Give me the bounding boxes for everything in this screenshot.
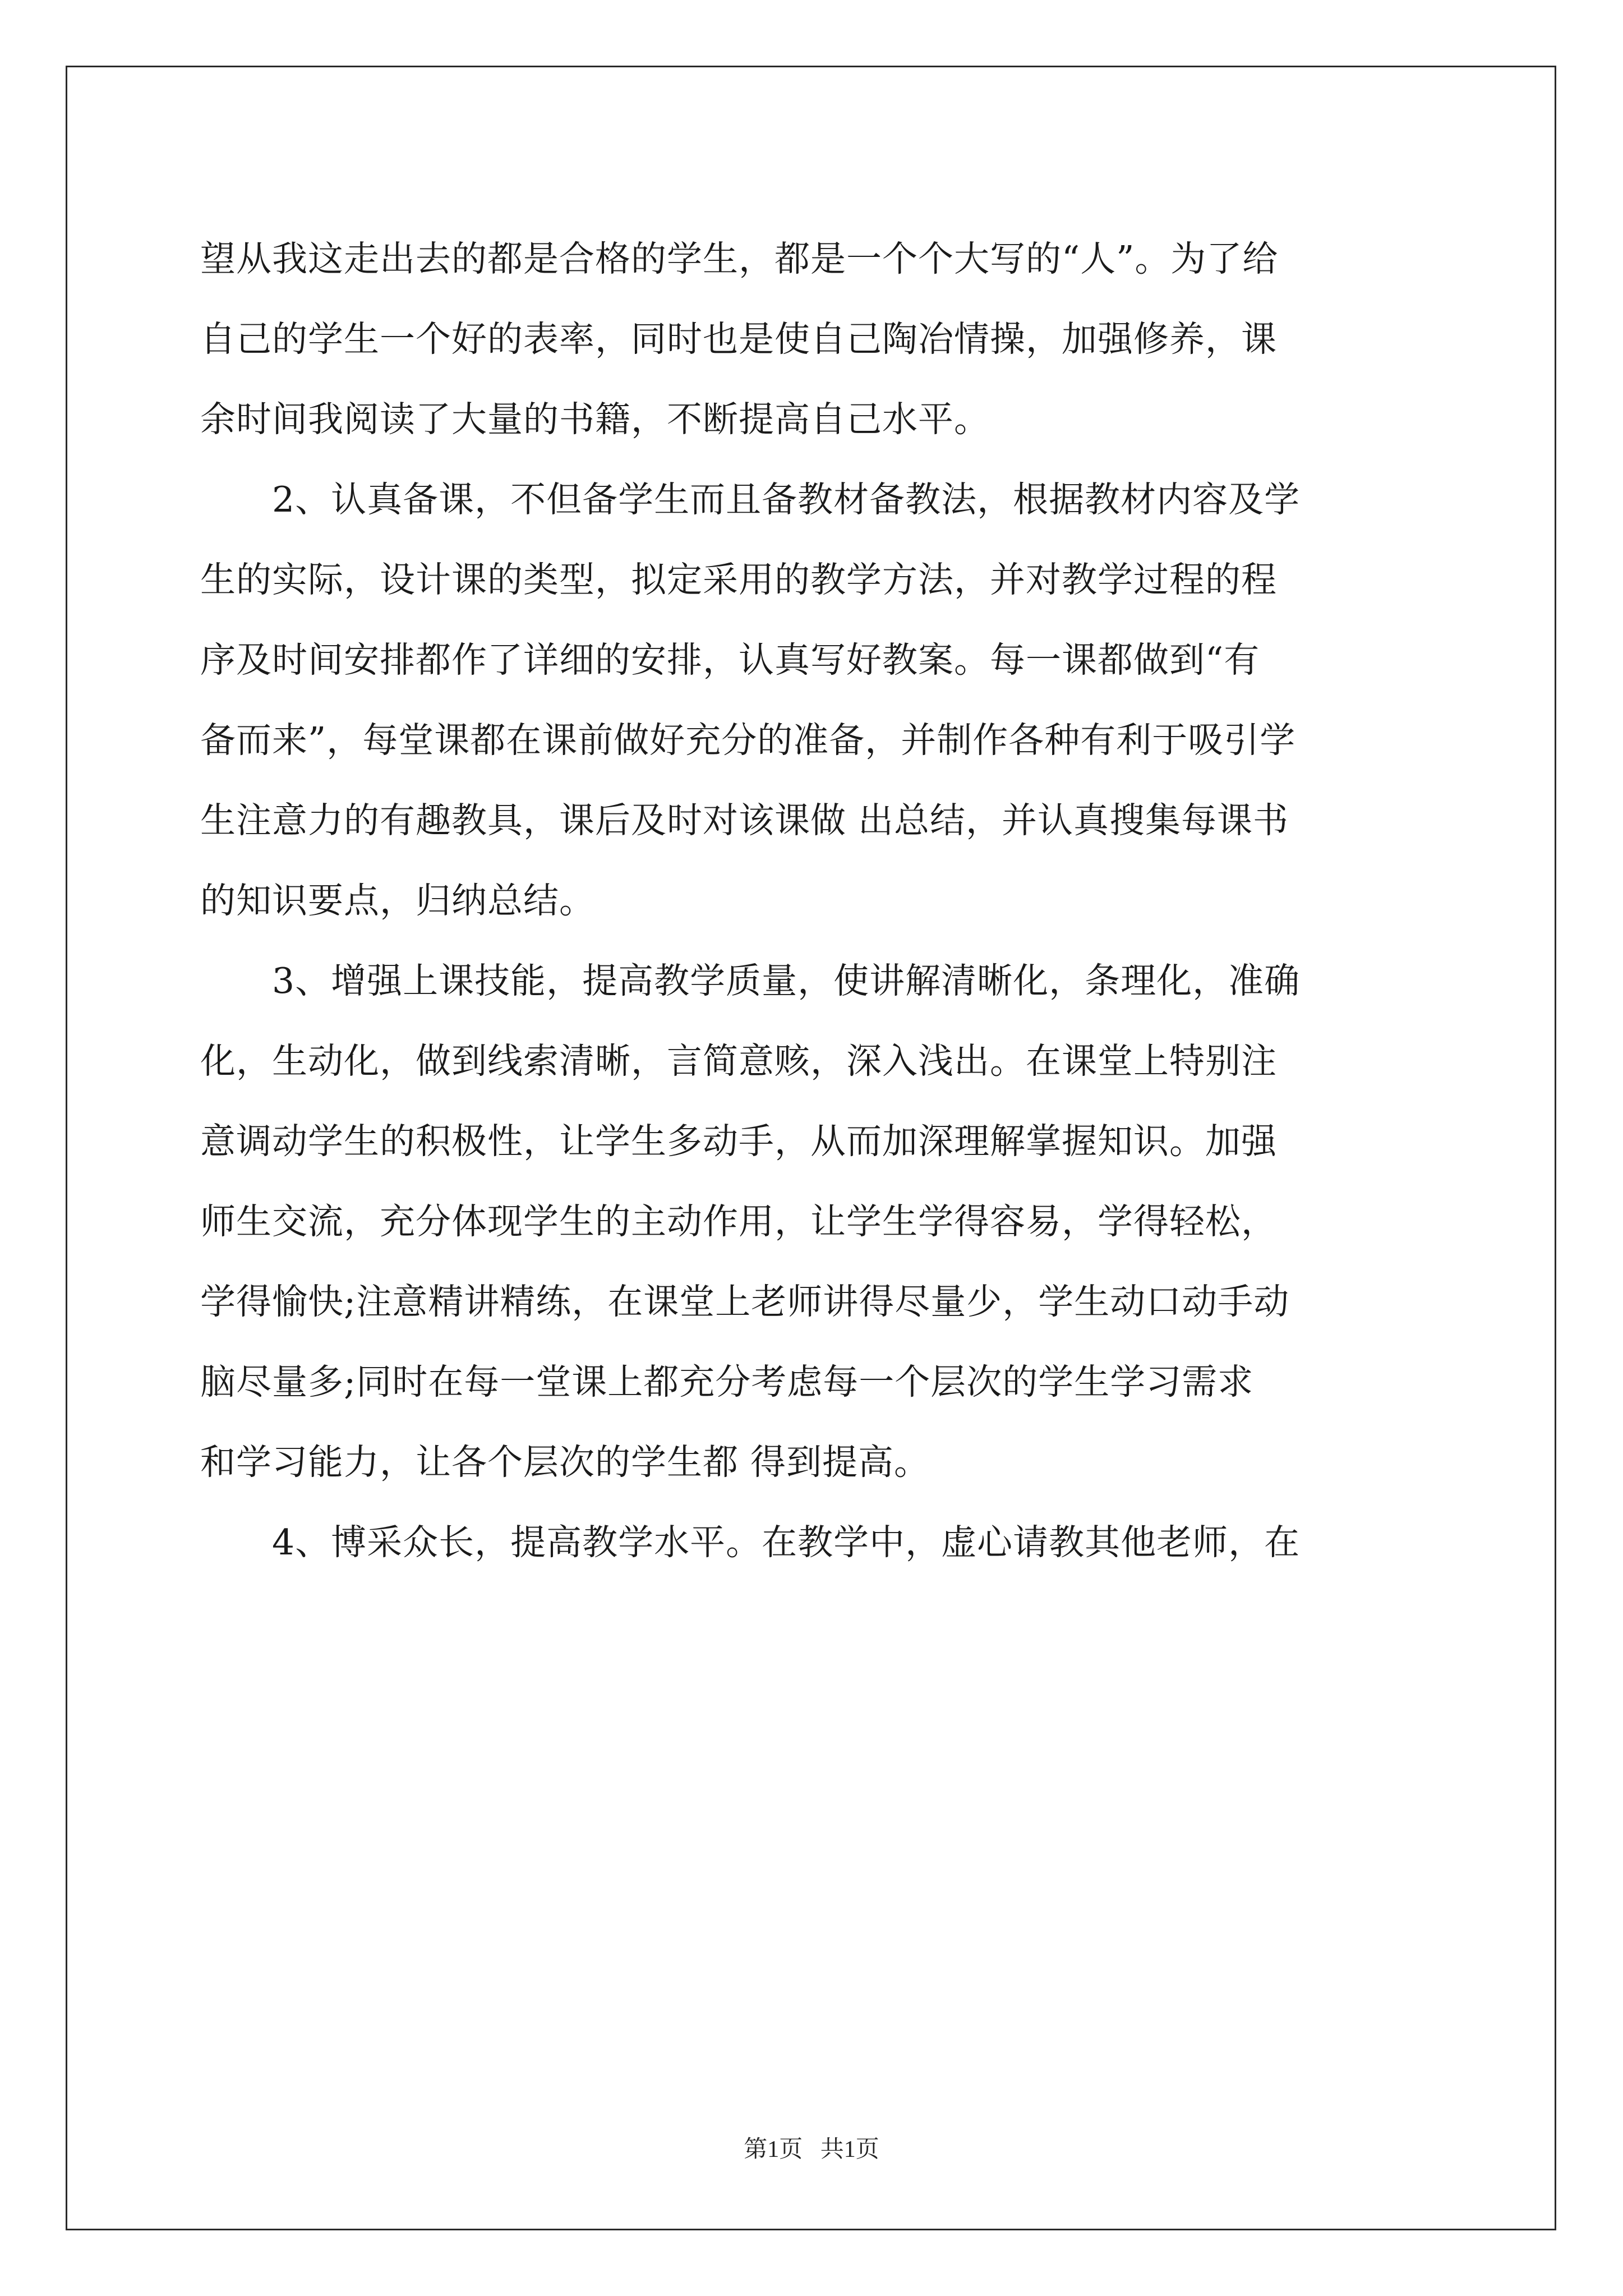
page-number-footer: 第1页 共1页 bbox=[744, 2137, 879, 2162]
text-line: 序及时间安排都作了详细的安排，认真写好教案。每一课都做到“有 bbox=[200, 639, 1260, 680]
text-line: 自己的学生一个好的表率，同时也是使自己陶冶情操，加强修养，课 bbox=[200, 319, 1277, 360]
paragraph-3 bbox=[200, 941, 1434, 1502]
text-line: 望从我这走出去的都是合格的学生，都是一个个大写的“人”。为了给 bbox=[200, 238, 1279, 279]
text-line: 4、博采众长，提高教学水平。在教学中，虚心请教其他老师，在 bbox=[272, 1522, 1301, 1563]
paragraph-4 bbox=[200, 1502, 1434, 1582]
paragraph-1 bbox=[200, 219, 1434, 459]
text-line: 余时间我阅读了大量的书籍，不断提高自己水平。 bbox=[200, 399, 990, 440]
text-line: 2、认真备课，不但备学生而且备教材备教法，根据教材内容及学 bbox=[272, 479, 1301, 520]
text-line: 生的实际，设计课的类型，拟定采用的教学方法，并对教学过程的程 bbox=[200, 559, 1277, 600]
text-line: 生注意力的有趣教具，课后及时对该课做 出总结，并认真搜集每课书 bbox=[200, 800, 1289, 841]
text-line: 意调动学生的积极性，让学生多动手，从而加深理解掌握知识。加强 bbox=[200, 1121, 1277, 1162]
document-body bbox=[200, 219, 1434, 1582]
text-line: 3、增强上课技能，提高教学质量，使讲解清晰化，条理化，准确 bbox=[272, 960, 1301, 1001]
text-line: 学得愉快;注意精讲精练，在课堂上老师讲得尽量少，学生动口动手动 bbox=[200, 1281, 1290, 1322]
text-line: 的知识要点，归纳总结。 bbox=[200, 880, 595, 921]
text-line: 脑尽量多;同时在每一堂课上都充分考虑每一个层次的学生学习需求 bbox=[200, 1361, 1254, 1402]
paragraph-2 bbox=[200, 459, 1434, 941]
text-line: 和学习能力，让各个层次的学生都 得到提高。 bbox=[200, 1442, 930, 1483]
text-line: 化，生动化，做到线索清晰，言简意赅，深入浅出。在课堂上特别注 bbox=[200, 1041, 1277, 1082]
text-line: 师生交流，充分体现学生的主动作用，让学生学得容易，学得轻松， bbox=[200, 1201, 1277, 1242]
text-line: 备而来”，每堂课都在课前做好充分的准备，并制作各种有利于吸引学 bbox=[200, 720, 1296, 761]
